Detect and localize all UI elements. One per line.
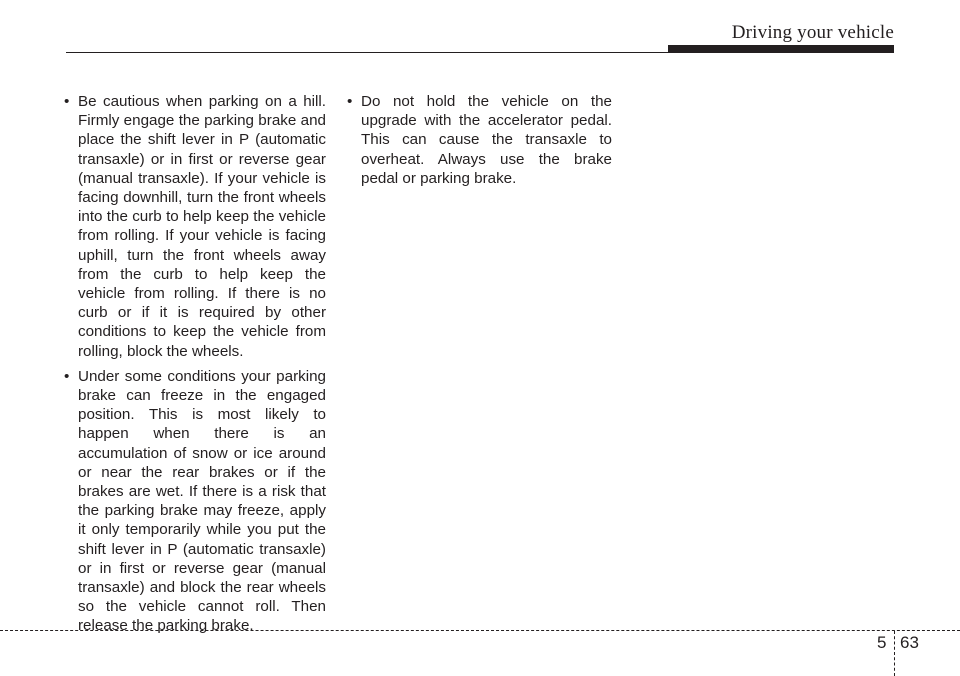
section-title: Driving your vehicle — [731, 22, 894, 43]
bullet-text: Under some conditions your parking brake can freeze in the engaged position. This is most likely to happen when there is an accumulation of snow or ice around or near the rear brakes or if the brakes are wet. If there is a risk that the parking brake may freeze, apply it only temporarily while you put the shift lever in P (automatic transaxle) or in first or reverse gear (manual transaxle) and block the rear wheels so the vehicle cannot roll. Then release the parking brake. — [78, 367, 326, 635]
page-number-divider — [894, 631, 895, 676]
header-rule-thick — [668, 45, 894, 53]
bullet-icon: • — [64, 367, 70, 385]
bullet-text: Be cautious when parking on a hill. Firmly engage the parking brake and place the shift lever in P (automatic transaxle) or in first or reverse gear (manual transaxle). If your vehicle is facing downhill, turn the front wheels into the curb to help keep the vehicle from rolling. If your vehicle is facing uphill, turn the front wheels away from the curb to help keep the vehicle from rolling. If there is no curb or if it is required by other conditions to keep the vehicle from rolling, block the wheels. — [78, 93, 326, 360]
bullet-icon: • — [347, 93, 353, 110]
footer-rule — [0, 630, 960, 631]
page-number: 63 — [900, 633, 919, 652]
right-bullet-list — [347, 92, 612, 188]
left-bullet-list — [64, 92, 326, 636]
bullet-text: Do not hold the vehicle on the upgrade with the accelerator pedal. This can cause the transaxle to overheat. Always use the brake pedal or parking brake. — [361, 93, 612, 187]
left-column — [64, 92, 326, 642]
list-item — [64, 367, 326, 636]
bullet-icon: • — [64, 93, 70, 110]
chapter-number: 5 — [877, 633, 887, 652]
right-column — [347, 92, 612, 194]
header-rule-thin — [66, 52, 676, 53]
list-item — [347, 92, 612, 188]
list-item — [64, 92, 326, 361]
